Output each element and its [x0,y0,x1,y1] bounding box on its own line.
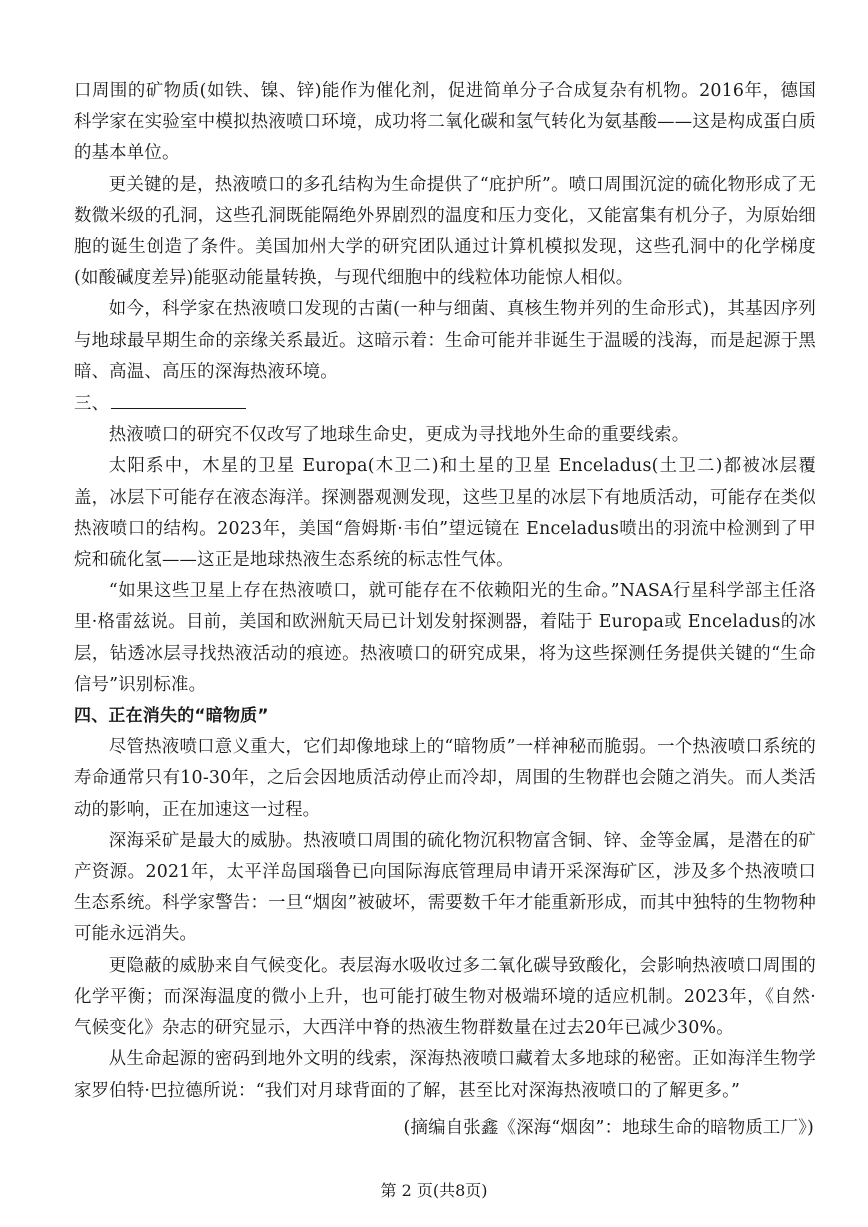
paragraph-5: 太阳系中，木星的卫星 Europa(木卫二)和土星的卫星 Enceladus(土卫二)都被冰层覆盖，冰层下可能存在液态海洋。探测器观测发现，这些卫星的冰层下有地质活动，可能存在类似热液喷口的结构。2023年，美国“詹姆斯·韦伯”望远镜在 Enceladus喷出的羽流中检测到了甲烷和硫化氢——这正是地球热液生态系统的标志性气体。 [74,456,816,571]
section-3-prefix: 三、 [74,394,110,415]
paragraph-2: 更关键的是，热液喷口的多孔结构为生命提供了“庇护所”。喷口周围沉淀的硫化物形成了无数微米级的孔洞，这些孔洞既能隔绝外界剧烈的温度和压力变化，又能富集有机分子，为原始细胞的诞生创造了条件。美国加州大学的研究团队通过计算机模拟发现，这些孔洞中的化学梯度(如酸碱度差异)能驱动能量转换，与现代细胞中的线粒体功能惊人相似。 [74,174,816,289]
section-4-heading: 四、正在消失的“暗物质” [74,706,269,727]
section-3-heading [74,388,816,420]
paragraph-7: 尽管热液喷口意义重大，它们却像地球上的“暗物质”一样神秘而脆弱。一个热液喷口系统的寿命通常只有10-30年，之后会因地质活动停止而冷却，周围的生物群也会随之消失。而人类活动的影响，正在加速这一过程。 [74,737,816,820]
paragraph-4: 热液喷口的研究不仅改写了地球生命史，更成为寻找地外生命的重要线索。 [108,425,690,446]
paragraph-10: 从生命起源的密码到地外文明的线索，深海热液喷口藏着太多地球的秘密。正如海洋生物学家罗伯特·巴拉德所说：“我们对月球背面的了解，甚至比对深海热液喷口的了解更多。” [74,1049,816,1101]
section-3-blank-line [111,388,246,409]
page-number-footer: 第 2 页(共8页) [380,1181,488,1200]
article-body [74,76,816,1144]
paragraph-1: 口周围的矿物质(如铁、镍、锌)能作为催化剂，促进简单分子合成复杂有机物。2016年，德国科学家在实验室中模拟热液喷口环境，成功将二氧化碳和氢气转化为氨基酸——这是构成蛋白质的基本单位。 [74,81,816,164]
paragraph-6: “如果这些卫星上存在热液喷口，就可能存在不依赖阳光的生命。”NASA行星科学部主任洛里·格雷兹说。目前，美国和欧洲航天局已计划发射探测器，着陆于 Europa或 Enceladus的冰层，钻透冰层寻找热液活动的痕迹。热液喷口的研究成果，将为这些探测任务提供关键的“生命信号”识别标准。 [74,581,816,695]
paragraph-8: 深海采矿是最大的威胁。热液喷口周围的硫化物沉积物富含铜、锌、金等金属，是潜在的矿产资源。2021年，太平洋岛国瑙鲁已向国际海底管理局申请开采深海矿区，涉及多个热液喷口生态系统。科学家警告：一旦“烟囱”被破坏，需要数千年才能重新形成，而其中独特的生物物种可能永远消失。 [74,830,816,945]
source-citation: (摘编自张鑫《深海“烟囱”：地球生命的暗物质工厂》) [403,1117,814,1138]
paragraph-3: 如今，科学家在热液喷口发现的古菌(一种与细菌、真核生物并列的生命形式)，其基因序列与地球最早期生命的亲缘关系最近。这暗示着：生命可能并非诞生于温暖的浅海，而是起源于黑暗、高温、高压的深海热液环境。 [74,299,816,382]
paragraph-9: 更隐蔽的威胁来自气候变化。表层海水吸收过多二氧化碳导致酸化，会影响热液喷口周围的化学平衡；而深海温度的微小上升，也可能打破生物对极端环境的适应机制。2023年，《自然·气候变化》杂志的研究显示，大西洋中脊的热液生物群数量在过去20年已减少30%。 [74,955,816,1039]
